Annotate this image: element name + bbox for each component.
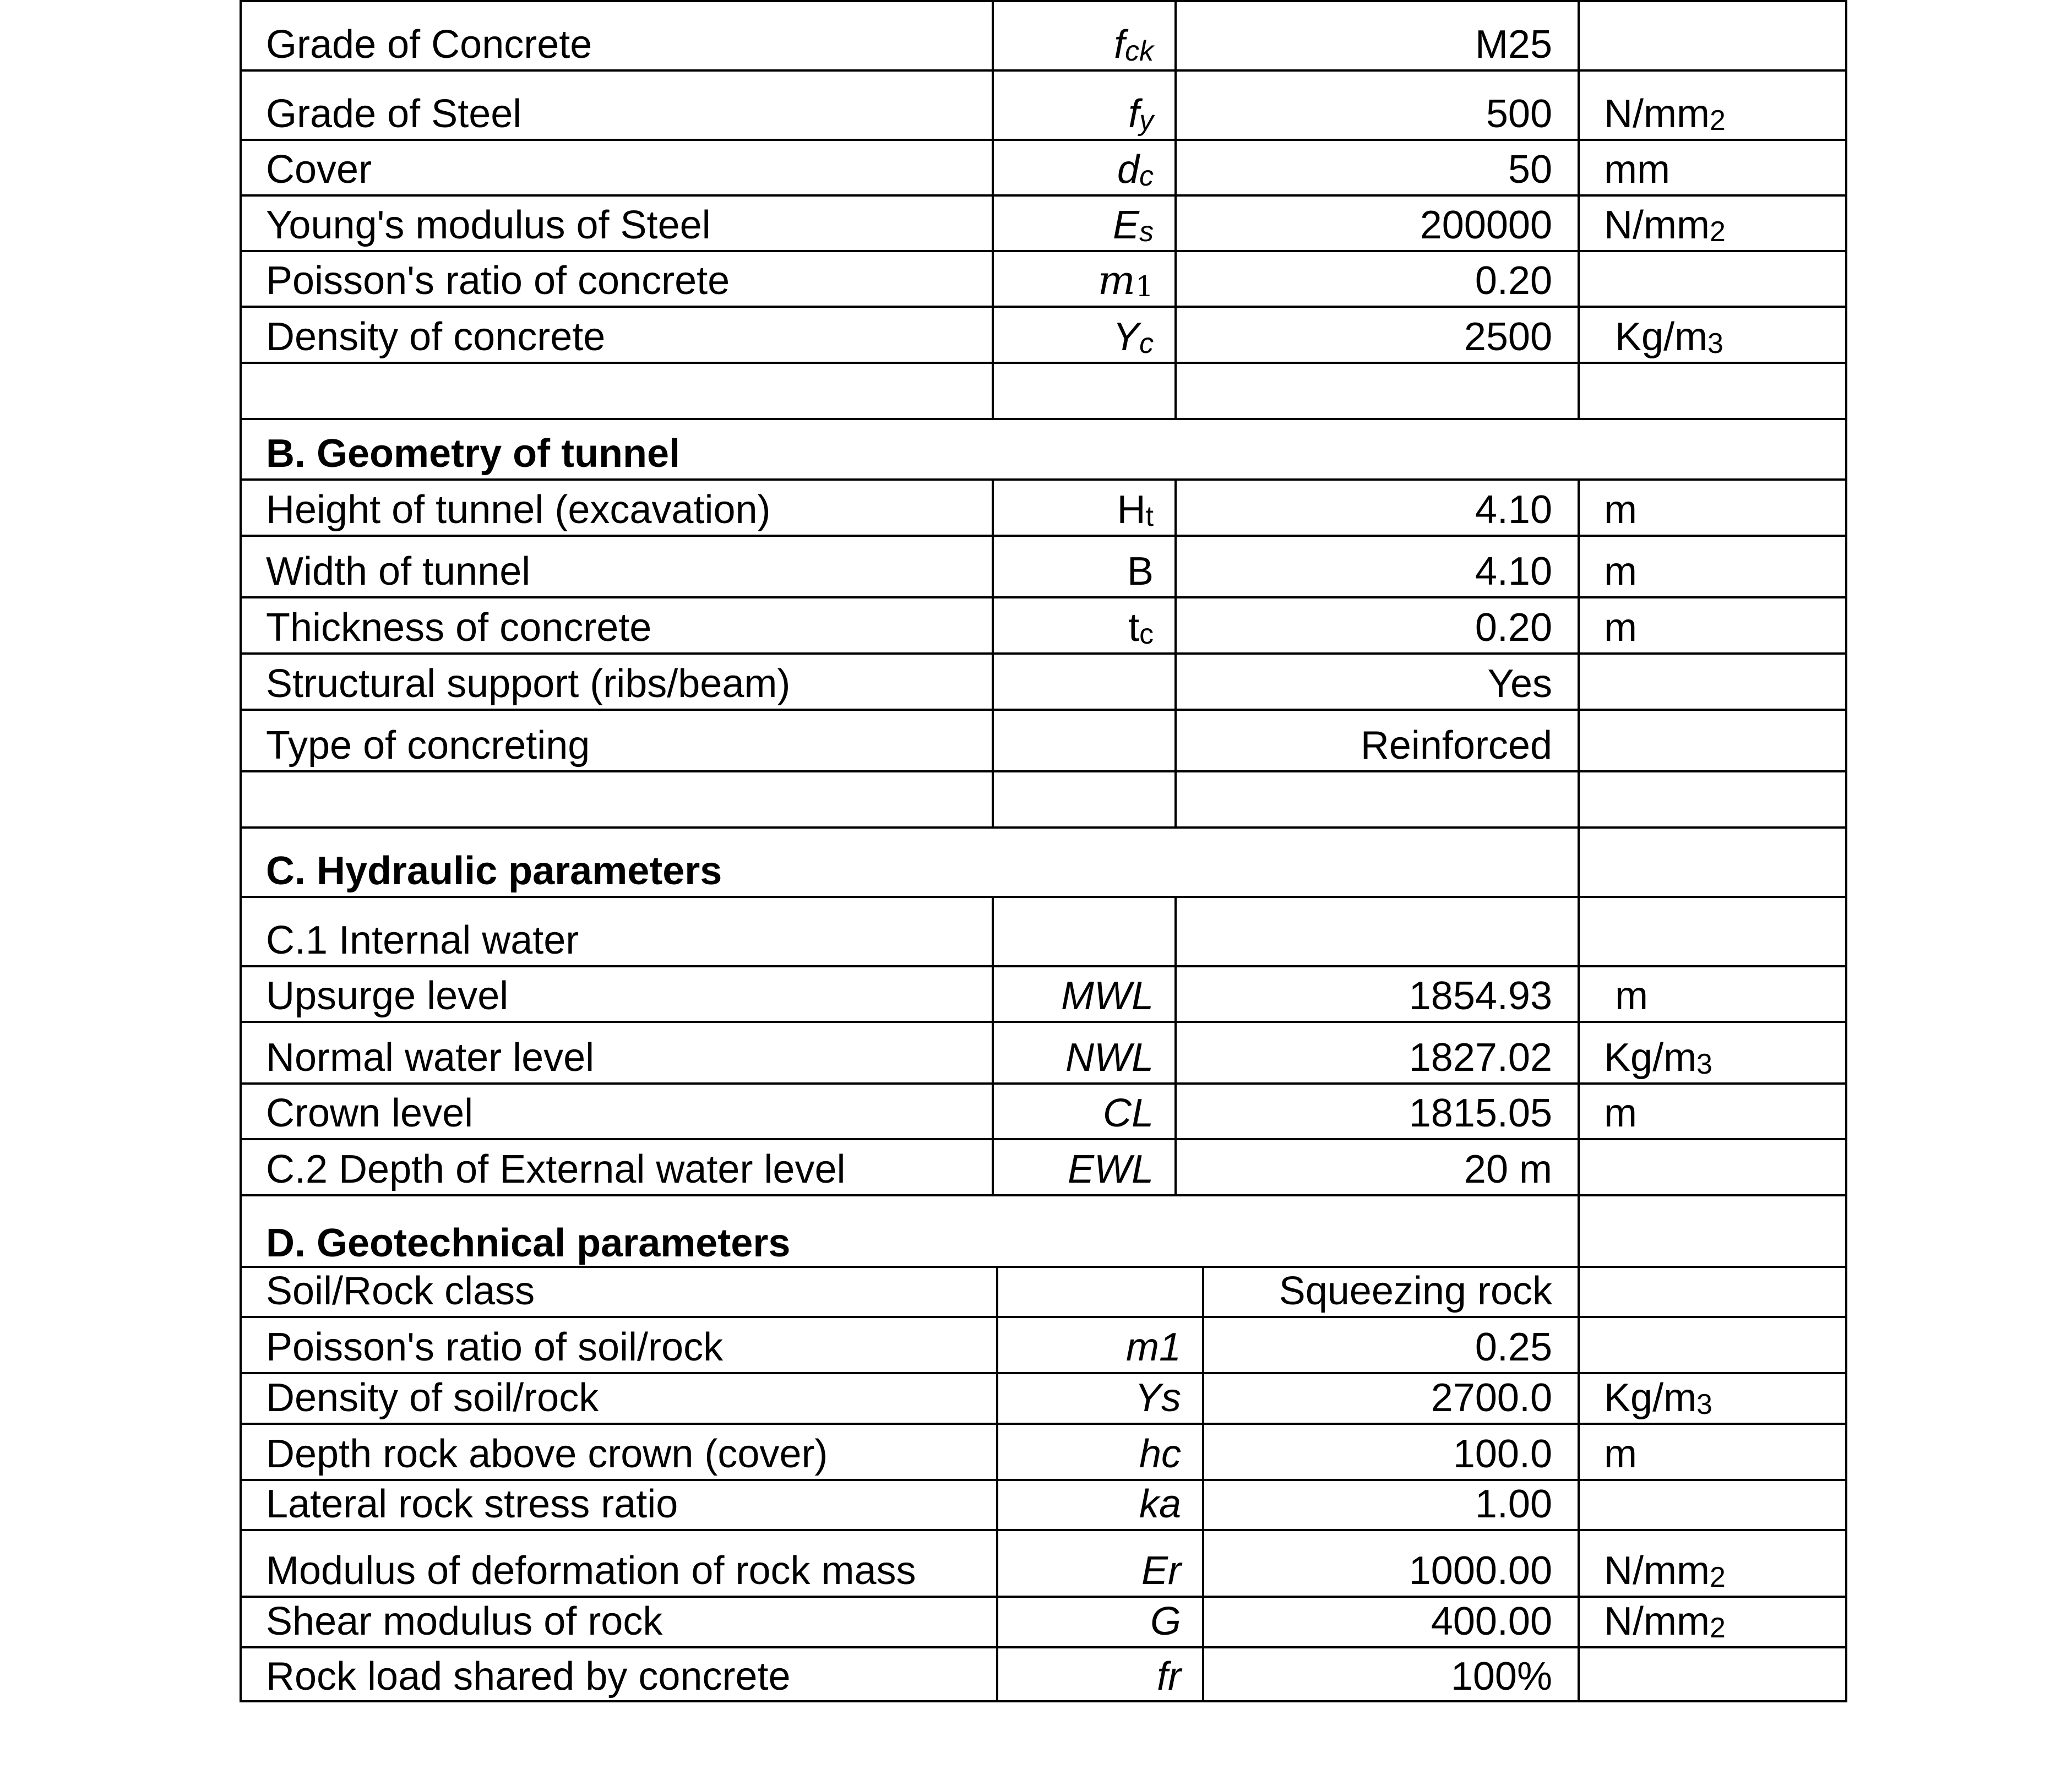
param-unit: Kg/m 3 <box>1604 1376 1712 1420</box>
column-divider <box>996 1267 998 1702</box>
row-divider <box>240 1700 1847 1702</box>
param-value: 200000 <box>1420 203 1552 247</box>
param-unit: m <box>1604 1091 1637 1135</box>
column-divider <box>1174 0 1177 419</box>
param-symbol: MWL <box>1061 974 1154 1018</box>
param-label: Cover <box>266 148 372 192</box>
table-row <box>240 1480 1847 1530</box>
param-value: 2700.0 <box>1431 1376 1552 1420</box>
table-row <box>240 597 1847 654</box>
param-unit: N/mm 2 <box>1604 1549 1726 1593</box>
row-divider <box>240 896 1847 898</box>
param-value: M25 <box>1475 23 1552 67</box>
param-unit: N/mm 2 <box>1604 1599 1726 1643</box>
param-label: Poisson's ratio of soil/rock <box>266 1325 724 1369</box>
param-symbol: ka <box>1139 1482 1181 1526</box>
table-row <box>240 195 1847 251</box>
param-value: 100.0 <box>1453 1432 1552 1476</box>
param-value: 1000.00 <box>1408 1549 1552 1593</box>
param-label: Grade of Steel <box>266 92 522 136</box>
column-divider <box>1174 897 1177 1195</box>
param-value: 2500 <box>1464 315 1552 359</box>
table-row <box>240 480 1847 536</box>
row-divider <box>240 1266 1847 1268</box>
column-divider <box>992 897 994 1195</box>
param-label: Thickness of concrete <box>266 606 652 650</box>
param-value: 400.00 <box>1431 1599 1552 1643</box>
subheading-row <box>240 897 1847 966</box>
row-divider <box>240 478 1847 481</box>
row-divider <box>240 1596 1847 1598</box>
table-row <box>240 140 1847 195</box>
param-symbol: f y <box>1128 92 1154 136</box>
row-divider <box>240 596 1847 598</box>
param-unit: m <box>1604 549 1637 594</box>
table-row <box>240 1317 1847 1373</box>
section-heading: D. Geotechnical parameters <box>266 1221 791 1265</box>
table-row <box>240 1373 1847 1424</box>
param-label: Structural support (ribs/beam) <box>266 662 791 706</box>
column-divider <box>1578 480 1580 1702</box>
param-value: 0.20 <box>1475 259 1552 303</box>
param-value: 20 m <box>1464 1147 1552 1191</box>
param-unit <box>1579 1139 1847 1195</box>
param-value: 0.20 <box>1475 606 1552 650</box>
param-symbol: NWL <box>1065 1036 1154 1080</box>
row-divider <box>240 1316 1847 1318</box>
param-label: Height of tunnel (excavation) <box>266 488 771 532</box>
column-divider <box>1578 0 1580 419</box>
row-divider <box>240 535 1847 537</box>
param-symbol: EWL <box>1067 1147 1154 1191</box>
param-unit: m <box>1604 1432 1637 1476</box>
param-label: Width of tunnel <box>266 549 531 594</box>
param-label: Type of concreting <box>266 723 590 768</box>
param-value: 1827.02 <box>1408 1036 1552 1080</box>
row-divider <box>240 770 1847 772</box>
param-label: Shear modulus of rock <box>266 1599 663 1643</box>
param-unit <box>1579 251 1847 307</box>
row-divider <box>240 965 1847 967</box>
table-row <box>240 1530 1847 1597</box>
param-unit: m <box>1604 606 1637 650</box>
param-label: Young's modulus of Steel <box>266 203 711 247</box>
param-unit <box>1579 1317 1847 1373</box>
row-divider <box>240 1479 1847 1481</box>
param-label: Poisson's ratio of concrete <box>266 259 730 303</box>
param-value: Squeezing rock <box>1279 1269 1552 1313</box>
param-unit <box>1579 1647 1847 1702</box>
param-symbol: m 1 <box>1097 257 1154 303</box>
param-value: Reinforced <box>1360 723 1552 768</box>
table-row <box>240 251 1847 307</box>
param-symbol: hc <box>1139 1432 1181 1476</box>
table-row <box>240 1139 1847 1195</box>
row-divider <box>240 652 1847 655</box>
table-row <box>240 710 1847 771</box>
table-row <box>240 1647 1847 1702</box>
section-heading: B. Geometry of tunnel <box>266 432 681 476</box>
param-label: C.2 Depth of External water level <box>266 1147 846 1191</box>
row-divider <box>240 1194 1847 1196</box>
param-label: Soil/Rock class <box>266 1269 535 1313</box>
param-symbol: Y c <box>1113 315 1154 359</box>
param-symbol: Er <box>1141 1549 1181 1593</box>
row-divider <box>240 418 1847 420</box>
param-unit <box>1579 0 1847 70</box>
param-unit: Kg/m 3 <box>1604 1036 1712 1080</box>
section-heading: C. Hydraulic parameters <box>266 849 722 893</box>
param-label: Density of soil/rock <box>266 1376 599 1420</box>
param-value: 100% <box>1450 1654 1552 1699</box>
section-subheading: C.1 Internal water <box>266 918 579 962</box>
param-label: Lateral rock stress ratio <box>266 1482 678 1526</box>
section-heading-row <box>240 828 1847 897</box>
row-divider <box>240 194 1847 197</box>
param-symbol: E s <box>1113 203 1154 247</box>
param-symbol: f ck <box>1114 23 1154 67</box>
param-value: 50 <box>1508 148 1552 192</box>
row-divider <box>240 250 1847 252</box>
param-unit: N/mm 2 <box>1604 203 1726 247</box>
table-row <box>240 1022 1847 1084</box>
param-unit <box>1579 1480 1847 1530</box>
param-symbol: CL <box>1102 1091 1154 1135</box>
param-unit <box>1579 654 1847 710</box>
param-value: 4.10 <box>1475 488 1552 532</box>
param-label: Grade of Concrete <box>266 23 592 67</box>
param-unit: m <box>1615 974 1648 1018</box>
param-unit: m <box>1604 488 1637 532</box>
row-divider <box>240 1529 1847 1531</box>
parameter-table <box>240 0 1847 1702</box>
table-row <box>240 1597 1847 1647</box>
param-value: Yes <box>1487 662 1552 706</box>
row-divider <box>240 1138 1847 1140</box>
row-divider <box>240 69 1847 72</box>
row-divider <box>240 306 1847 308</box>
param-value: 500 <box>1486 92 1552 136</box>
column-divider <box>992 0 994 419</box>
param-label: Rock load shared by concrete <box>266 1654 791 1699</box>
table-row <box>240 654 1847 710</box>
row-divider <box>240 1021 1847 1023</box>
param-unit: mm <box>1604 148 1670 192</box>
param-value: 4.10 <box>1475 549 1552 594</box>
table-border <box>240 0 242 1702</box>
param-symbol: G <box>1150 1599 1181 1643</box>
column-divider <box>1202 1267 1204 1702</box>
table-row <box>240 0 1847 70</box>
param-value: 1815.05 <box>1408 1091 1552 1135</box>
param-label: Normal water level <box>266 1036 595 1080</box>
row-divider <box>240 1082 1847 1085</box>
param-unit: Kg/m 3 <box>1615 315 1723 359</box>
table-row <box>240 70 1847 140</box>
row-divider <box>240 0 1847 2</box>
row-divider <box>240 1372 1847 1374</box>
param-symbol: fr <box>1157 1654 1181 1699</box>
param-symbol: d c <box>1117 148 1154 192</box>
table-row <box>240 1084 1847 1139</box>
param-label: Depth rock above crown (cover) <box>266 1432 828 1476</box>
param-label: Upsurge level <box>266 974 509 1018</box>
section-heading-row <box>240 419 1847 480</box>
table-border <box>1845 0 1847 1702</box>
row-divider <box>240 1423 1847 1425</box>
table-row <box>240 307 1847 363</box>
param-unit: N/mm 2 <box>1604 92 1726 136</box>
row-divider <box>240 1646 1847 1648</box>
row-divider <box>240 139 1847 141</box>
table-row <box>240 536 1847 597</box>
param-label: Density of concrete <box>266 315 606 359</box>
param-symbol <box>997 1267 1203 1317</box>
param-symbol: H t <box>1117 488 1154 532</box>
table-row <box>240 1424 1847 1480</box>
param-symbol: Ys <box>1134 1376 1181 1420</box>
param-unit <box>1579 710 1847 771</box>
param-symbol: t c <box>1128 606 1154 650</box>
section-heading-row <box>240 1195 1847 1267</box>
param-value: 0.25 <box>1475 1325 1552 1369</box>
param-symbol: B <box>1127 549 1154 594</box>
param-label: Modulus of deformation of rock mass <box>266 1549 916 1593</box>
row-divider <box>240 826 1847 829</box>
table-row <box>240 1267 1847 1317</box>
row-divider <box>240 362 1847 364</box>
param-symbol <box>993 710 1176 771</box>
param-symbol <box>993 654 1176 710</box>
param-value: 1854.93 <box>1408 974 1552 1018</box>
param-label: Crown level <box>266 1091 474 1135</box>
row-divider <box>240 709 1847 711</box>
param-unit <box>1579 1267 1847 1317</box>
table-row <box>240 966 1847 1022</box>
param-value: 1.00 <box>1475 1482 1552 1526</box>
param-symbol: m1 <box>1125 1325 1181 1369</box>
